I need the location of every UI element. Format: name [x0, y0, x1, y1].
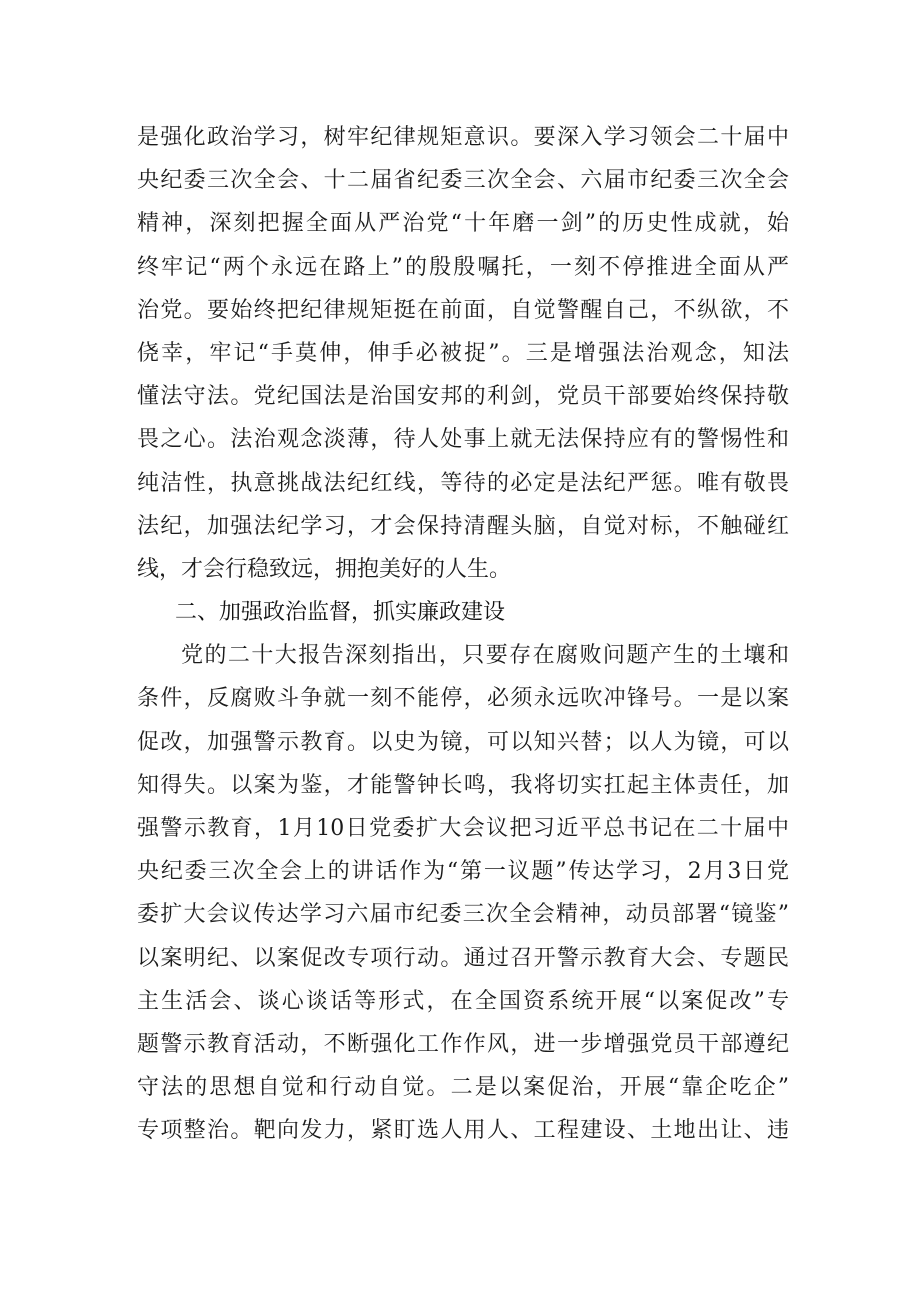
text-line: 知得失。以案为鉴，才能警钟长鸣，我将切实扛起主体责任，加 — [137, 772, 789, 798]
paragraph-1 — [137, 116, 789, 591]
text-line: 精神，深刻把握全面从严治党“十年磨一剑”的历史性成就，始 — [137, 211, 789, 237]
text-line: 专项整治。靶向发力，紧盯选人用人、工程建设、土地出让、违 — [137, 1118, 789, 1144]
text-line: 纯洁性，执意挑战法纪红线，等待的必定是法纪严惩。唯有敬畏 — [137, 470, 789, 496]
text-line: 守法的思想自觉和行动自觉。二是以案促治，开展“靠企吃企” — [137, 1075, 789, 1101]
text-line: 委扩大会议传达学习六届市纪委三次全会精神，动员部署“镜鉴” — [137, 902, 789, 928]
text-line: 治党。要始终把纪律规矩挺在前面，自觉警醒自己，不纵欲，不 — [137, 297, 789, 323]
section-heading: 二、加强政治监督，抓实廉政建设 — [175, 600, 506, 626]
document-body — [137, 116, 789, 1153]
text-line: 懂法守法。党纪国法是治国安邦的利剑，党员干部要始终保持敬 — [137, 384, 789, 410]
text-line: 是强化政治学习，树牢纪律规矩意识。要深入学习领会二十届中 — [137, 125, 789, 150]
text-line: 线，才会行稳致远，拥抱美好的人生。 — [137, 556, 512, 582]
text-line: 央纪委三次全会、十二届省纪委三次全会、六届市纪委三次全会 — [137, 168, 789, 194]
text-line: 党的二十大报告深刻指出，只要存在腐败问题产生的土壤和 — [181, 643, 789, 669]
text-line: 题警示教育活动，不断强化工作作风，进一步增强党员干部遵纪 — [137, 1031, 789, 1057]
paragraph-2 — [137, 634, 789, 1152]
text-line: 央纪委三次全会上的讲话作为“第一议题”传达学习，2月3日党 — [137, 859, 789, 885]
text-line: 强警示教育，1月10日党委扩大会议把习近平总书记在二十届中 — [137, 816, 789, 841]
text-line: 畏之心。法治观念淡薄，待人处事上就无法保持应有的警惕性和 — [137, 427, 789, 453]
text-line: 侥幸，牢记“手莫伸，伸手必被捉”。三是增强法治观念，知法 — [137, 340, 789, 366]
text-line: 以案明纪、以案促改专项行动。通过召开警示教育大会、专题民 — [137, 945, 789, 971]
text-line: 法纪，加强法纪学习，才会保持清醒头脑，自觉对标，不触碰红 — [137, 513, 789, 539]
text-line: 主生活会、谈心谈话等形式，在全国资系统开展“以案促改”专 — [137, 988, 789, 1014]
text-line: 条件，反腐败斗争就一刻不能停，必须永远吹冲锋号。一是以案 — [137, 686, 789, 712]
text-line: 终牢记“两个永远在路上”的殷殷嘱托，一刻不停推进全面从严 — [137, 254, 789, 280]
text-line: 促改，加强警示教育。以史为镜，可以知兴替；以人为镜，可以 — [137, 729, 789, 755]
